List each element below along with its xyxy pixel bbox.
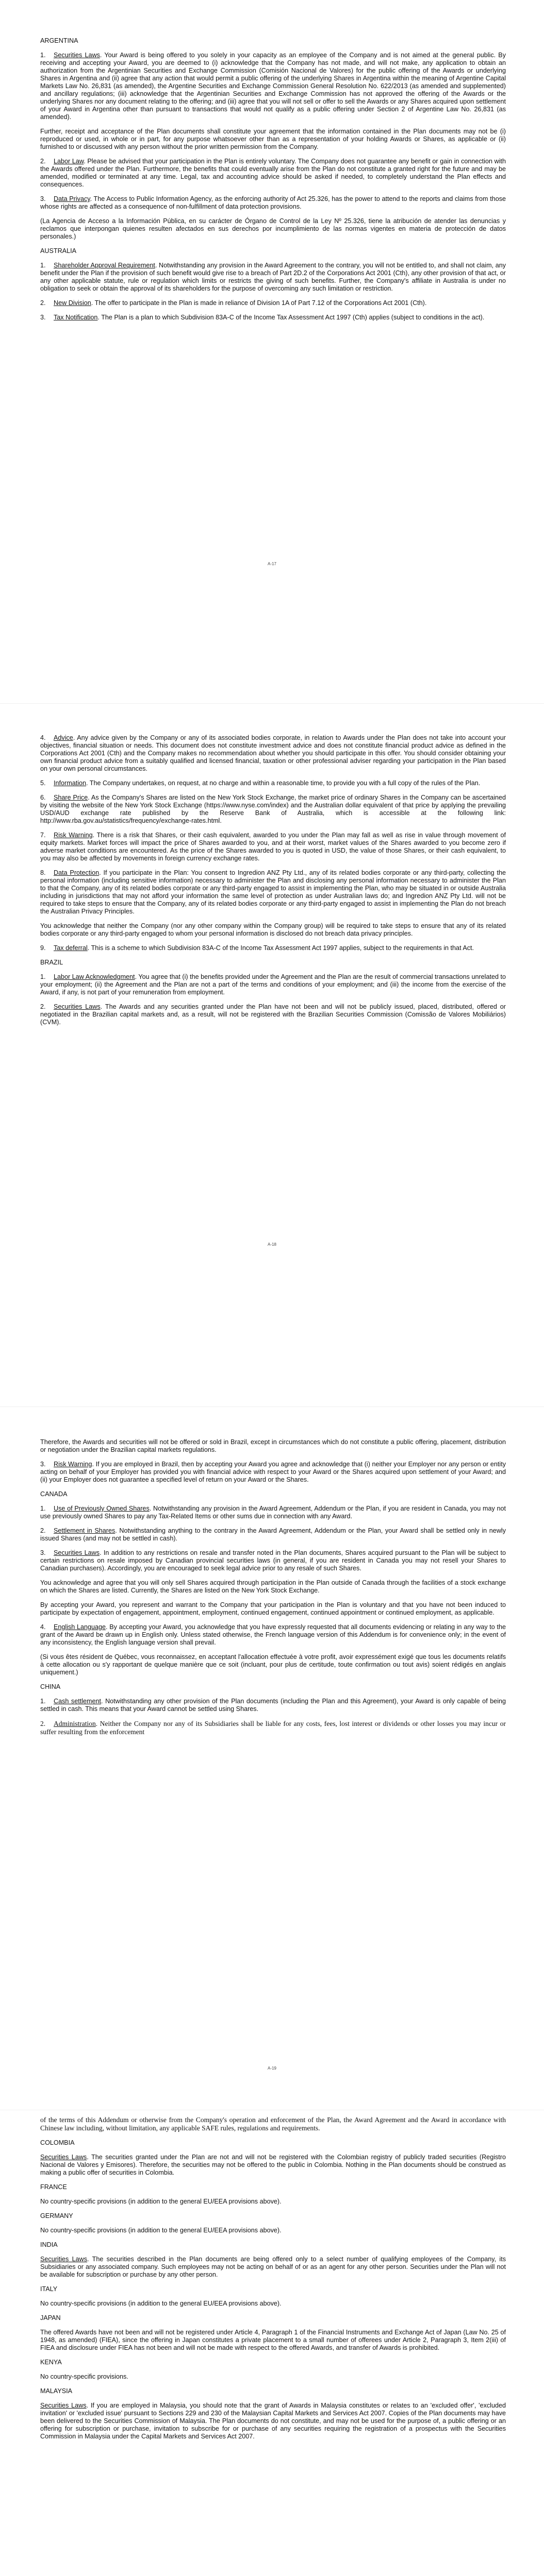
provision-title: English Language — [54, 1623, 106, 1631]
section-heading: JAPAN — [40, 2314, 61, 2321]
china-provisions — [40, 1698, 506, 1736]
provision-title: Labor Law — [54, 158, 84, 165]
provision-number: 2. — [40, 158, 46, 165]
provision-text: There is a risk that Shares, or their cash equivalent, awarded to you under the Plan may fall as well as rise in value through movement of equity markets. Market forces will impact the price of Shares awarded to you, and at their worst, market values of the Shares awarded to you become zero if adverse market conditions are encountered. As the price of the Shares awarded to you is quoted in USD, the value of those Shares, or their cash equivalent, to you may also be affected by movements in foreign currency exchange rates. — [40, 832, 506, 862]
provision-text: Notwithstanding any provision in the Award Agreement to the contrary, you will not be entitled to, and shall not claim, any benefit under the Plan if the provision of such benefit would give rise to a breach of Part 2D.2 of the Corporations Act 2001 (Cth), any other provision of that act, or any other applicable statute, rule or regulation which limits or restricts the giving of such benefits. Further, the Company's affiliate in Australia is under no obligation to seek or obtain the approval of its shareholders for the purpose of overcoming any such limitation or restriction. — [40, 262, 506, 292]
provision-paragraph: 4. Advice. Any advice given by the Company or any of its associated bodies corporate, in relation to Awards under the Plan does not take into account your objectives, financial situation or needs. This document does not constitute investment advice and does not constitute financial product advice as defined in the Corporations Act 2001 (Cth) and the Company makes no recommendation about whether you should participate in this offer. You should consider obtaining your own financial product advice from a suitably qualified and licensed financial, taxation or other professional adviser regarding your participation in the Plan based on your own personal circumstances. — [40, 734, 506, 772]
section-heading-china: CHINA — [40, 1683, 61, 1690]
provision-text: Further, receipt and acceptance of the Plan documents shall constitute your agreement that the information contained in the Plan documents may not be (i) reproduced or used, in whole or in part, for any purpose whatsoever other than as a representation of your holding Awards or Shares, as applicable or (ii) furnished to or discussed with any person without the prior written permission from the Company. — [40, 128, 506, 150]
provision-text: You acknowledge and agree that you will only sell Shares acquired through participation in the Plan outside of Canada through the facilities of a stock exchange on which the Shares are listed. Currently, the Shares are listed on the New York Stock Exchange. — [40, 1579, 506, 1594]
page-body — [40, 1438, 506, 1743]
provision-title: Data Privacy — [54, 195, 90, 202]
provision-number: 2. — [40, 1003, 46, 1010]
provision-number: 2. — [40, 1720, 46, 1727]
provision-number: 3. — [40, 1461, 46, 1468]
page-a17 — [0, 0, 544, 703]
provision-text: No country-specific provisions (in addition to the general EU/EEA provisions above). — [40, 2227, 282, 2234]
section-heading-argentina: ARGENTINA — [40, 37, 78, 44]
provision-paragraph: 2. Labor Law. Please be advised that your participation in the Plan is entirely voluntary. The Company does not guarantee any benefit or gain in connection with the Awards offered under the Plan. Furthermore, the benefits that could eventually arise from the Plan do not constitute a granted right for the future and may be amended, modified or terminated at any time. Legal, tax and accounting advice should be asked if needed, to completely understand the Plan effects and consequences. — [40, 158, 506, 188]
provision-title: Risk Warning — [54, 1461, 92, 1468]
provision-text: (La Agencia de Acceso a la Información Pública, en su carácter de Órgano de Control de la Ley Nº 25.326, tiene la atribución de atender las denuncias y reclamos que interpongan quienes resulten afectados en sus derechos por incumplimiento de las normas vigentes en materia de protección de datos personales.) — [40, 217, 506, 240]
provision-text: You agree that (i) the benefits provided under the Agreement and the Plan are the result of commercial transactions unrelated to your employment; (ii) the Agreement and the Plan are not a part of the terms and conditions of your employment; and (iii) the income from the exercise of the Award, if any, is not part of your remuneration from employment. — [40, 973, 506, 996]
provision-title: Tax Notification — [54, 314, 98, 321]
section-heading-canada: CANADA — [40, 1490, 68, 1498]
provision-paragraph — [40, 2300, 506, 2308]
provision-text: Notwithstanding any provision in the Award Agreement, Addendum or the Plan, if you are resident in Canada, you may not use previously owned Shares to pay any Tax-Related Items or other sums due in connection with any Award. — [40, 1505, 506, 1520]
provision-paragraph — [40, 2198, 506, 2206]
provision-paragraph — [40, 1653, 506, 1676]
provision-paragraph: 3. Risk Warning. If you are employed in Brazil, then by accepting your Award you agree and acknowledge that (i) neither your Employer nor any person or entity acting on behalf of your Employer has provided you with financial advice with respect to your Award or the Shares acquired upon settlement of your Award; and (ii) your Employer does not guarantee a specified level of return on your Award or the Shares. — [40, 1461, 506, 1483]
provision-title: Labor Law Acknowledgment — [54, 973, 135, 980]
provision-text: The offered Awards have not been and will not be registered under Article 4, Paragraph 1 of the Financial Instruments and Exchange Act of Japan (Law No. 25 of 1948, as amended) (FIEA), since the offering in Japan constitutes a private placement to a small number of offerees under Article 2, Paragraph 3, Item 2(iii) of FIEA and disclosure under FIEA has not been and will not be made with respect to the offered Awards, and transfer of Awards is prohibited. — [40, 2329, 506, 2351]
page-number: A-18 — [268, 1242, 276, 1247]
section-heading: KENYA — [40, 2359, 62, 2366]
provision-title: Data Protection — [54, 869, 100, 876]
china-carry-over-text: of the terms of this Addendum or otherwise from the Company's operation and enforcement of the Plan, the Award Agreement and the Award in accordance with Chinese law including, without limitation, any applicable SAFE rules, regulations and requirements. — [40, 2116, 506, 2132]
provision-title: Share Price — [54, 794, 88, 801]
provision-paragraph: Securities Laws. The securities granted under the Plan are not and will not be registered with the Colombian registry of publicly traded securities (Registro Nacional de Valores y Emisores). Therefore, the securities may not be offered to the public in Colombia. Nothing in the Plan documents should be construed as making a public offer of securities in Colombia. — [40, 2154, 506, 2176]
provision-paragraph: 4. English Language. By accepting your Award, you acknowledge that you have expressly requested that all documents evidencing or relating in any way to the grant of the Award be drawn up in English only. Unless stated otherwise, the French language version of this Addendum is for convenience only; in the event of any inconsistency, the English language version shall prevail. — [40, 1623, 506, 1646]
provision-paragraph: 5. Information. The Company undertakes, on request, at no charge and within a reasonable time, to provide you with a full copy of the rules of the Plan. — [40, 779, 481, 787]
provision-text: Your Award is being offered to you solely in your capacity as an employee of the Company and is not aimed at the general public. By receiving and accepting your Award, you are deemed to (i) acknowledge that the Company has not made, and will not make, any application to obtain an authorization from the Argentinian Securities and Exchange Commission (Comisión Nacional de Valores) for the public offering of the Awards or underlying Shares in Argentina and (ii) agree that any action that would permit a public offering of the underlying Shares in Argentina within the meaning of Argentine Capital Markets Law No. 26,831 (as amended), the Argentine Securities and Exchange Commission General Resolution No. 622/2013 (as amended and supplemented) and ancillary regulations; (iii) acknowledge that the Argentinian Securities and Exchange Commission has not approved the offering of the Awards or the underlying Shares nor any document relating to the offering; and (iii) agree that you will not sell or offer to sell the Awards or any Shares acquired upon settlement of your Award in Argentina other than pursuant to transactions that would not qualify as a public offering under Section 2 of Argentine Law No. 26,831 (as amended). — [40, 52, 506, 121]
provision-paragraph — [40, 2373, 506, 2381]
page-body — [40, 2116, 506, 2447]
page-a20 — [0, 2110, 544, 2576]
provision-paragraph — [40, 1601, 506, 1617]
provision-number: 9. — [40, 944, 46, 952]
provision-paragraph: 3. Data Privacy. The Access to Public Information Agency, as the enforcing authority of Act 25.326, has the power to attend to the reports and claims from those whose rights are affected as a consequence of non-fulfillment of data protection provisions. — [40, 195, 506, 210]
provision-paragraph: 2. Administration. Neither the Company nor any of its Subsidiaries shall be liable for any costs, fees, lost interest or dividends or other losses you may incur or suffer resulting from the enforcement — [40, 1720, 506, 1736]
provision-title: New Division — [54, 299, 91, 307]
provision-paragraph: 9. Tax deferral. This is a scheme to which Subdivision 83A-C of the Income Tax Assessment Act 1997 applies, subject to the requirements in that Act. — [40, 944, 474, 952]
page-a19 — [0, 1406, 544, 2110]
provision-text: Notwithstanding any other provision of the Plan documents (including the Plan and this Agreement), your Award is only capable of being settled in cash. This means that your Award cannot be settled using Shares. — [40, 1698, 506, 1713]
provision-number: 5. — [40, 779, 46, 787]
page-number: A-17 — [268, 562, 276, 566]
provision-paragraph — [40, 2329, 506, 2352]
provision-number: 3. — [40, 314, 46, 321]
section-heading: COLOMBIA — [40, 2139, 75, 2146]
provision-text: Therefore, the Awards and securities will not be offered or sold in Brazil, except in circumstances which do not constitute a public offering, placement, distribution or negotiation under the Brazilian capital markets regulations. — [40, 1438, 506, 1453]
provision-title: Securities Laws — [54, 1003, 101, 1010]
provision-text: No country-specific provisions (in addition to the general EU/EEA provisions above). — [40, 2198, 282, 2205]
provision-title: Tax deferral — [54, 944, 88, 952]
provision-text: By accepting your Award, you represent and warrant to the Company that your participation in the Plan is voluntary and that you have not been induced to participate by expectation of engagement, appointment, employment, continued engagement, continued appointment or continued employment, as applicable. — [40, 1601, 506, 1616]
provision-title: Securities Laws — [40, 2402, 87, 2409]
provision-paragraph — [40, 2227, 506, 2234]
provision-paragraph: Securities Laws. If you are employed in Malaysia, you should note that the grant of Awards in Malaysia constitutes or relates to an 'excluded offer', 'excluded invitation' or 'excluded issue' pursuant to Sections 229 and 230 of the Malaysian Capital Markets and Services Act 2007. Copies of the Plan documents may have been delivered to the Securities Commission of Malaysia. The Plan documents do not constitute, and may not be used for the purpose of, a public offering or an offering for subscription or purchase, invitation to subscribe for or purchase of any securities requiring the registration of a prospectus with the Securities Commission in Malaysia under the Capital Markets and Services Act 2007. — [40, 2402, 506, 2440]
section-heading-australia: AUSTRALIA — [40, 247, 76, 255]
canada-provisions — [40, 1505, 506, 1676]
provision-title: Cash settlement — [54, 1698, 102, 1705]
provision-text: No country-specific provisions (in addition to the general EU/EEA provisions above). — [40, 2300, 282, 2307]
provision-number: 1. — [40, 52, 46, 59]
provision-number: 4. — [40, 1623, 46, 1631]
provision-paragraph: 1. Cash settlement. Notwithstanding any other provision of the Plan documents (including the Plan and this Agreement), your Award is only capable of being settled in cash. This means that your Award cannot be settled using Shares. — [40, 1698, 506, 1713]
provision-paragraph: 1. Labor Law Acknowledgment. You agree that (i) the benefits provided under the Agreement and the Plan are the result of commercial transactions unrelated to your employment; (ii) the Agreement and the Plan are not a part of the terms and conditions of your employment; and (iii) the income from the exercise of the Award, if any, is not part of your remuneration from employment. — [40, 973, 506, 996]
provision-text: As the Company's Shares are listed on the New York Stock Exchange, the market price of ordinary Shares in the Company can be ascertained by visiting the website of the New York Stock Exchange (https://www.nyse.com/index) and the Australian dollar equivalent of that price by applying the prevailing USD/AUD exchange rate published by the Reserve Bank of Australia, which is accessible at the following link: http://www.rba.gov.au/statistics/frequency/exchange-rates.html. — [40, 794, 506, 824]
provision-number: 7. — [40, 832, 46, 839]
provision-paragraph: 7. Risk Warning. There is a risk that Shares, or their cash equivalent, awarded to you under the Plan may fall as well as rise in value through movement of equity markets. Market forces will impact the price of Shares awarded to you, and at their worst, market values of the Shares awarded to you become zero if adverse market conditions are encountered. As the price of the Shares awarded to you is quoted in USD, the value of those Shares, or their cash equivalent, to you may also be affected by movements in foreign currency exchange rates. — [40, 832, 506, 862]
provision-text: The Plan is a plan to which Subdivision 83A-C of the Income Tax Assessment Act 1997 (Cth) applies (subject to conditions in the act). — [101, 314, 485, 321]
provision-text: The offer to participate in the Plan is made in reliance of Division 1A of Part 7.12 of the Corporations Act 2001 (Cth). — [94, 299, 427, 307]
provision-text: The securities granted under the Plan are not and will not be registered with the Colombian registry of publicly traded securities (Registro Nacional de Valores y Emisores). Therefore, the securities may not be offered to the public in Colombia. Nothing in the Plan documents should be construed as making a public offer of securities in Colombia. — [40, 2154, 506, 2176]
brazil-provisions — [40, 973, 506, 1026]
provision-title: Securities Laws — [54, 52, 100, 59]
provision-title: Securities Laws — [54, 1549, 100, 1556]
provision-number: 1. — [40, 1698, 46, 1705]
provision-title: Shareholder Approval Requirement — [54, 262, 155, 269]
page-body — [40, 37, 506, 328]
provision-text: Neither the Company nor any of its Subsidiaries shall be liable for any costs, fees, lost interest or dividends or other losses you may incur or suffer resulting from the enforcement — [40, 1720, 506, 1736]
section-heading: ITALY — [40, 2285, 58, 2293]
section-heading: MALAYSIA — [40, 2387, 73, 2395]
provision-paragraph: 1. Use of Previously Owned Shares. Notwithstanding any provision in the Award Agreement, Addendum or the Plan, if you are resident in Canada, you may not use previously owned Shares to pay any Tax-Related Items or other sums due in connection with any Award. — [40, 1505, 506, 1520]
provision-paragraph: 3. Tax Notification. The Plan is a plan to which Subdivision 83A-C of the Income Tax Assessment Act 1997 (Cth) applies (subject to conditions in the act). — [40, 314, 485, 321]
provision-title: Securities Laws — [40, 2256, 88, 2263]
provision-paragraph — [40, 1579, 506, 1595]
provision-number: 4. — [40, 734, 46, 741]
provision-paragraph: 2. Settlement in Shares. Notwithstanding anything to the contrary in the Award Agreement, Addendum or the Plan, your Award shall be settled only in newly issued Shares (and may not be settled in cash). — [40, 1527, 506, 1542]
provision-text: Please be advised that your participation in the Plan is entirely voluntary. The Company does not guarantee any benefit or gain in connection with the Awards offered under the Plan. Furthermore, the benefits that could eventually arise from the Plan do not constitute a granted right for the future and may be amended, modified or terminated at any time. Legal, tax and accounting advice should be asked if needed, to completely understand the Plan effects and consequences. — [40, 158, 506, 188]
argentina-provisions — [40, 52, 506, 241]
provision-paragraph: 2. New Division. The offer to participate in the Plan is made in reliance of Division 1A of Part 7.12 of the Corporations Act 2001 (Cth). — [40, 299, 427, 307]
provision-text: The securities described in the Plan documents are being offered only to a select number of qualifying employees of the Company, its Subsidiaries or any associated company. Such employees may not be acting on behalf of or as an agent for any other person. Securities under the Plan will not be available for subscription or purchase by any other person. — [40, 2256, 506, 2278]
provision-title: Use of Previously Owned Shares — [54, 1505, 150, 1512]
provision-number: 2. — [40, 1527, 46, 1534]
provision-paragraph: 1. Shareholder Approval Requirement. Notwithstanding any provision in the Award Agreement to the contrary, you will not be entitled to, and shall not claim, any benefit under the Plan if the provision of such benefit would give rise to a breach of Part 2D.2 of the Corporations Act 2001 (Cth), any other provision of that act, or any other applicable statute, rule or regulation which limits or restricts the giving of such benefits. Further, the Company's affiliate in Australia is under no obligation to seek or obtain the approval of its shareholders for the purpose of overcoming any such limitation or restriction. — [40, 262, 506, 292]
provision-number: 1. — [40, 1505, 46, 1512]
provision-title: Settlement in Shares — [54, 1527, 116, 1534]
provision-paragraph: 3. Securities Laws. In addition to any restrictions on resale and transfer noted in the Plan documents, Shares acquired pursuant to the Plan will be subject to certain restrictions on resale imposed by Canadian provincial securities laws (in general, if you are resident in Canada you may not resell your Shares to Canadian purchasers). Accordingly, you are encouraged to seek legal advice prior to any resale of such Shares. — [40, 1549, 506, 1572]
provision-title: Advice — [54, 734, 73, 741]
provision-text: Notwithstanding anything to the contrary in the Award Agreement, Addendum or the Plan, your Award shall be settled only in newly issued Shares (and may not be settled in cash). — [40, 1527, 506, 1542]
page-number: A-19 — [268, 2066, 276, 2071]
provision-text: The Access to Public Information Agency, as the enforcing authority of Act 25.326, has the power to attend to the reports and claims from those whose rights are affected as a consequence of non-fulfillment of data protection provisions. — [40, 195, 506, 210]
provision-paragraph: 2. Securities Laws. The Awards and any securities granted under the Plan have not been and will not be publicly issued, placed, distributed, offered or negotiated in the Brazilian capital markets and, as a result, will not be registered with the Brazilian Securities Commission (Comissão de Valores Mobiliários) (CVM). — [40, 1003, 506, 1026]
page-body — [40, 734, 506, 1033]
provision-text: The Company undertakes, on request, at no charge and within a reasonable time, to provide you with a full copy of the rules of the Plan. — [89, 779, 481, 787]
australia-provisions — [40, 262, 506, 321]
provision-paragraph — [40, 217, 506, 241]
country-sections — [40, 2139, 506, 2441]
section-heading: FRANCE — [40, 2183, 67, 2191]
provision-number: 1. — [40, 973, 46, 980]
provision-text: In addition to any restrictions on resale and transfer noted in the Plan documents, Shares acquired pursuant to the Plan will be subject to certain restrictions on resale imposed by Canadian provincial securities laws (in general, if you are resident in Canada you may not resell your Shares to Canadian purchasers). Accordingly, you are encouraged to seek legal advice prior to any resale of such Shares. — [40, 1549, 506, 1572]
provision-number: 1. — [40, 262, 46, 269]
section-heading: INDIA — [40, 2241, 58, 2248]
provision-text: If you participate in the Plan: You consent to Ingredion ANZ Pty Ltd., any of its related bodies corporate or any third-party, collecting the personal information (including sensitive information) necessary to administer the Plan and disclosing any personal information necessary to administer the Plan to that the Company, any of its related bodies corporate or any third-party engaged to assist in implementing the Plan, who may be situated in or outside Australia including in jurisdictions that may not afford your information the same level of protection as under Australian laws do; and Ingredion ANZ Pty Ltd. will not be required to take steps to ensure that the Company, any of its related bodies corporate or any third-party engaged to assist in implementing the Plan do not breach the Australian Privacy Principles. — [40, 869, 506, 915]
provision-number: 2. — [40, 299, 46, 307]
provision-text: Any advice given by the Company or any of its associated bodies corporate, in relation to Awards under the Plan does not take into account your objectives, financial situation or needs. This document does not constitute investment advice and does not constitute financial product advice as defined in the Corporations Act 2001 (Cth) and the Company makes no recommendation about whether you should participate in this offer. You should consider obtaining your own financial product advice from a suitably qualified and licensed financial, taxation or other professional adviser regarding your participation in the Plan based on your own personal circumstances. — [40, 734, 506, 772]
provision-paragraph: 1. Securities Laws. Your Award is being offered to you solely in your capacity as an employee of the Company and is not aimed at the general public. By receiving and accepting your Award, you are deemed to (i) acknowledge that the Company has not made, and will not make, any application to obtain an authorization from the Argentinian Securities and Exchange Commission (Comisión Nacional de Valores) for the public offering of the Awards or underlying Shares in Argentina and (ii) agree that any action that would permit a public offering of the underlying Shares in Argentina within the meaning of Argentine Capital Markets Law No. 26,831 (as amended), the Argentine Securities and Exchange Commission General Resolution No. 622/2013 (as amended and supplemented) and ancillary regulations; (iii) acknowledge that the Argentinian Securities and Exchange Commission has not approved the offering of the Awards or the underlying Shares nor any document relating to the offering; and (iii) agree that you will not sell or offer to sell the Awards or any Shares acquired upon settlement of your Award in Argentina other than pursuant to transactions that would not qualify as a public offering under Section 2 of Argentine Law No. 26,831 (as amended). — [40, 52, 506, 121]
provision-number: 3. — [40, 195, 46, 202]
provision-paragraph — [40, 1438, 506, 1454]
provision-title: Risk Warning — [54, 832, 93, 839]
provision-number: 8. — [40, 869, 46, 876]
section-heading-brazil: BRAZIL — [40, 959, 63, 966]
provision-paragraph: 6. Share Price. As the Company's Shares are listed on the New York Stock Exchange, the market price of ordinary Shares in the Company can be ascertained by visiting the website of the New York Stock Exchange (https://www.nyse.com/index) and the Australian dollar equivalent of that price by applying the prevailing USD/AUD exchange rate published by the Reserve Bank of Australia, which is accessible at the following link: http://www.rba.gov.au/statistics/frequency/exchange-rates.html. — [40, 794, 506, 824]
provision-paragraph: Securities Laws. The securities described in the Plan documents are being offered only to a select number of qualifying employees of the Company, its Subsidiaries or any associated company. Such employees may not be acting on behalf of or as an agent for any other person. Securities under the Plan will not be available for subscription or purchase by any other person. — [40, 2256, 506, 2278]
provision-title: Information — [54, 779, 86, 787]
provision-paragraph — [40, 922, 506, 938]
provision-text: (Si vous êtes résident de Québec, vous reconnaissez, en acceptant l'allocation effectuée à votre profit, avoir expressément exigé que tous les documents relatifs à cette allocation ou s'y rapportant de quelque manière que ce soit (incluant, pour plus de certitude, toute confirmation ou tout avis) soient rédigés en anglais uniquement.) — [40, 1653, 506, 1676]
provision-text: This is a scheme to which Subdivision 83A-C of the Income Tax Assessment Act 1997 applies, subject to the requirements in that Act. — [91, 944, 474, 952]
provision-text: You acknowledge that neither the Company (nor any other company within the Company group) will be required to take steps to ensure that any of its related bodies corporate or any third-party engaged to whom your personal information is disclosed do not breach data privacy principles. — [40, 922, 506, 937]
page-a18 — [0, 703, 544, 1406]
provision-text: By accepting your Award, you acknowledge that you have expressly requested that all documents evidencing or relating in any way to the grant of the Award be drawn up in English only. Unless stated otherwise, the French language version of this Addendum is for convenience only; in the event of any inconsistency, the English language version shall prevail. — [40, 1623, 506, 1646]
section-heading: GERMANY — [40, 2212, 73, 2219]
provision-title: Securities Laws — [40, 2154, 87, 2161]
brazil-provisions-continued — [40, 1438, 506, 1484]
provision-title: Administration — [54, 1720, 96, 1727]
provision-text: No country-specific provisions. — [40, 2373, 128, 2380]
provision-paragraph: 8. Data Protection. If you participate in the Plan: You consent to Ingredion ANZ Pty Ltd., any of its related bodies corporate or any third-party, collecting the personal information (including sensitive information) necessary to administer the Plan and disclosing any personal information necessary to administer the Plan to that the Company, any of its related bodies corporate or any third-party engaged to assist in implementing the Plan, who may be situated in or outside Australia including in jurisdictions that may not afford your information the same level of protection as under Australian laws do; and Ingredion ANZ Pty Ltd. will not be required to take steps to ensure that the Company, any of its related bodies corporate or any third-party engaged to assist in implementing the Plan do not breach the Australian Privacy Principles. — [40, 869, 506, 915]
provision-text: The Awards and any securities granted under the Plan have not been and will not be publicly issued, placed, distributed, offered or negotiated in the Brazilian capital markets and, as a result, will not be registered with the Brazilian Securities Commission (Comissão de Valores Mobiliários) (CVM). — [40, 1003, 506, 1026]
provision-number: 3. — [40, 1549, 46, 1556]
provision-number: 6. — [40, 794, 46, 801]
provision-text: If you are employed in Malaysia, you should note that the grant of Awards in Malaysia constitutes or relates to an 'excluded offer', 'excluded invitation' or 'excluded issue' pursuant to Sections 229 and 230 of the Malaysian Capital Markets and Services Act 2007. Copies of the Plan documents may have been delivered to the Securities Commission of Malaysia. The Plan documents do not constitute, and may not be used for the purpose of, a public offering or an offering for subscription or purchase, invitation to subscribe for or purchase of any securities requiring the registration of a prospectus with the Securities Commission in Malaysia under the Capital Markets and Services Act 2007. — [40, 2402, 506, 2440]
provision-paragraph — [40, 128, 506, 151]
australia-provisions-continued — [40, 734, 506, 952]
provision-text: If you are employed in Brazil, then by accepting your Award you agree and acknowledge that (i) neither your Employer nor any person or entity acting on behalf of your Employer has provided you with financial advice with respect to your Award or the Shares acquired upon settlement of your Award; and (ii) your Employer does not guarantee a specified level of return on your Award or the Shares. — [40, 1461, 506, 1483]
